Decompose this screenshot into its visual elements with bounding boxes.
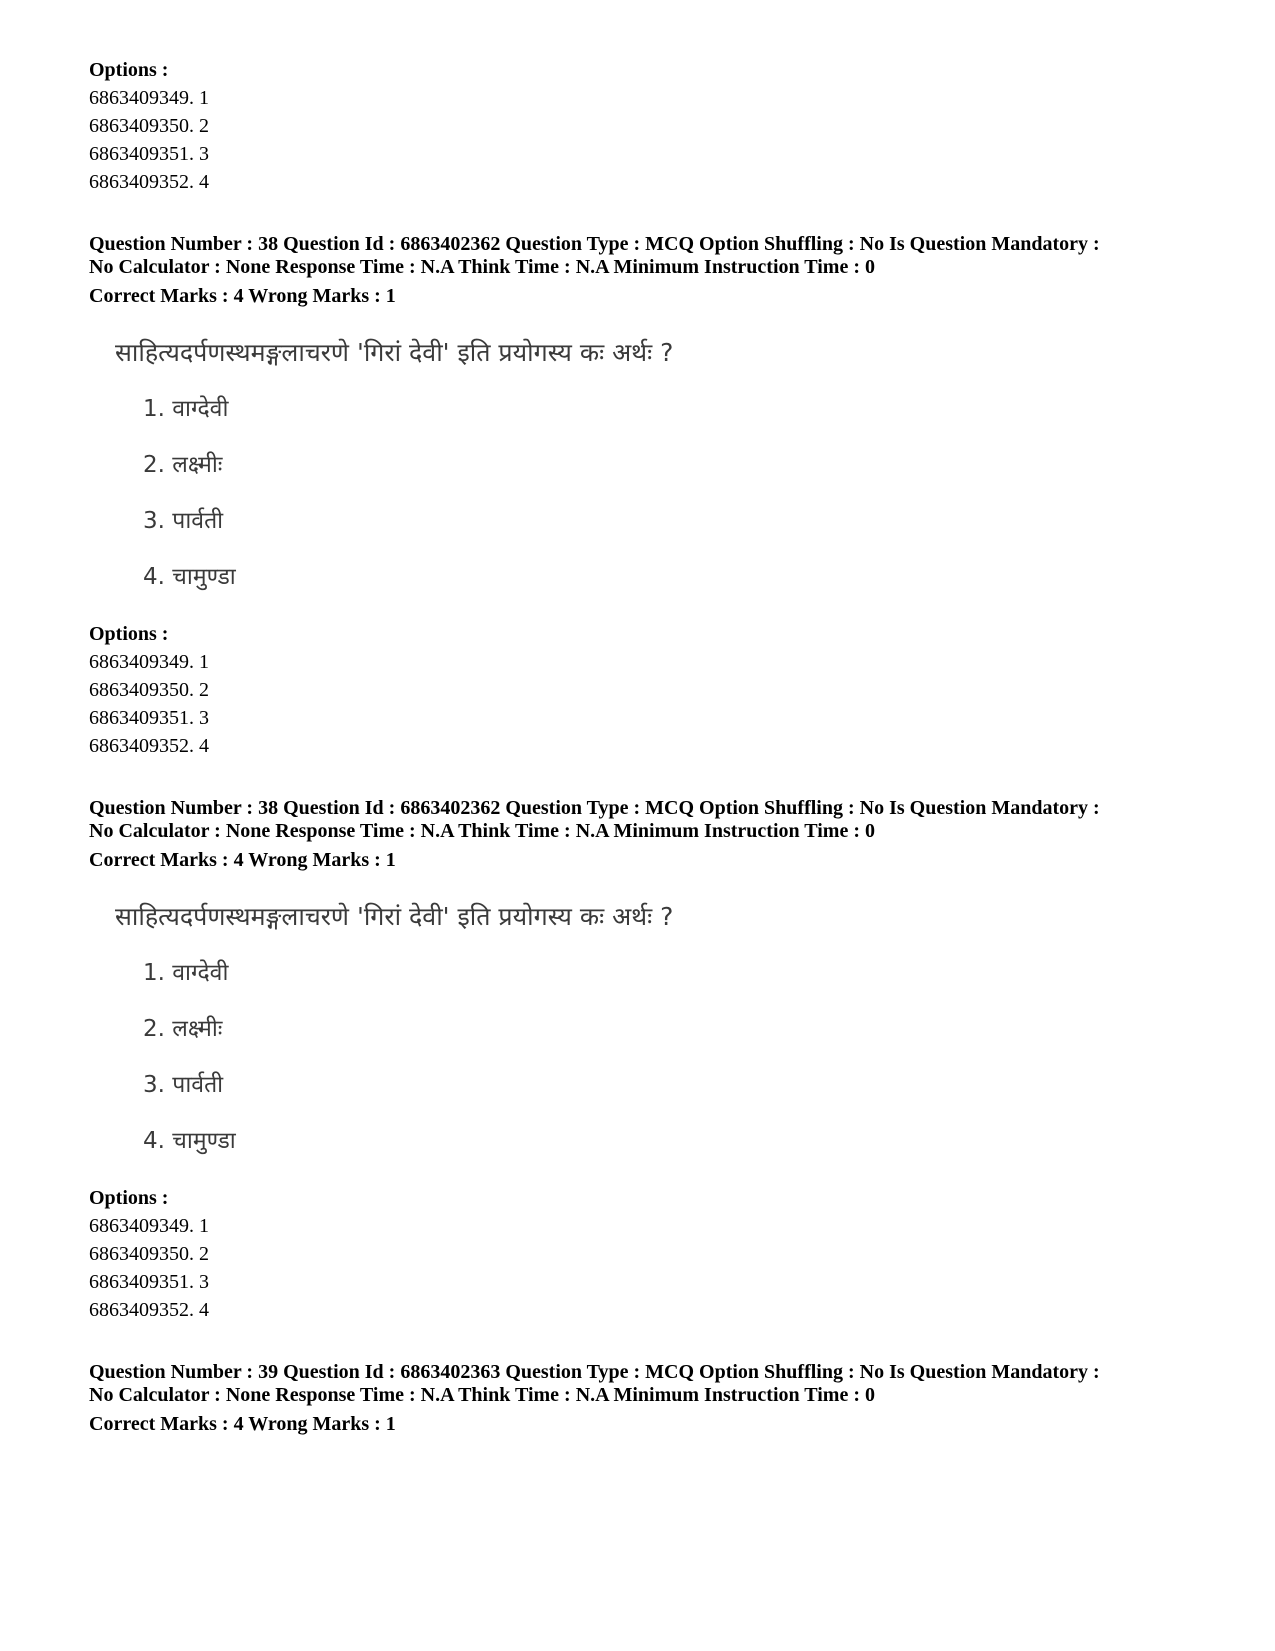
question-header xyxy=(89,233,1189,310)
question-header-line: No Calculator : None Response Time : N.A Think Time : N.A Minimum Instruction Time : 0 xyxy=(89,256,875,278)
options-list xyxy=(89,1184,1189,1324)
question-header-line: Question Number : 38 Question Id : 6863402362 Question Type : MCQ Option Shuffling : No Is Question Mandatory : xyxy=(89,797,1100,819)
options-heading: Options : xyxy=(89,59,169,81)
option-line: 6863409349. 1 xyxy=(89,651,209,673)
question-image xyxy=(115,900,815,1170)
options-list xyxy=(89,56,1189,196)
question-text: साहित्यदर्पणस्थमङ्गलाचरणे 'गिरां देवी' इति प्रयोगस्य कः अर्थः ? xyxy=(115,338,674,367)
question-choice: 4. चामुण्डा xyxy=(143,564,236,590)
question-text: साहित्यदर्पणस्थमङ्गलाचरणे 'गिरां देवी' इति प्रयोगस्य कः अर्थः ? xyxy=(115,902,674,931)
question-marks: Correct Marks : 4 Wrong Marks : 1 xyxy=(89,849,396,871)
question-choice: 4. चामुण्डा xyxy=(143,1128,236,1154)
question-header xyxy=(89,797,1189,874)
option-line: 6863409351. 3 xyxy=(89,143,209,165)
option-line: 6863409351. 3 xyxy=(89,707,209,729)
option-line: 6863409352. 4 xyxy=(89,1299,209,1321)
question-image xyxy=(115,336,815,606)
option-line: 6863409350. 2 xyxy=(89,1243,209,1265)
question-choice: 2. लक्ष्मीः xyxy=(143,1016,223,1042)
question-marks: Correct Marks : 4 Wrong Marks : 1 xyxy=(89,285,396,307)
options-heading: Options : xyxy=(89,1187,169,1209)
option-line: 6863409351. 3 xyxy=(89,1271,209,1293)
question-header-line: No Calculator : None Response Time : N.A Think Time : N.A Minimum Instruction Time : 0 xyxy=(89,1384,875,1406)
question-choice: 1. वाग्देवी xyxy=(143,960,229,986)
question-header-line: No Calculator : None Response Time : N.A Think Time : N.A Minimum Instruction Time : 0 xyxy=(89,820,875,842)
options-heading: Options : xyxy=(89,623,169,645)
question-header-line: Question Number : 38 Question Id : 6863402362 Question Type : MCQ Option Shuffling : No Is Question Mandatory : xyxy=(89,233,1100,255)
question-header xyxy=(89,1361,1189,1438)
question-choice: 1. वाग्देवी xyxy=(143,396,229,422)
options-list xyxy=(89,620,1189,760)
question-choice: 2. लक्ष्मीः xyxy=(143,452,223,478)
question-marks: Correct Marks : 4 Wrong Marks : 1 xyxy=(89,1413,396,1435)
option-line: 6863409349. 1 xyxy=(89,1215,209,1237)
question-header-line: Question Number : 39 Question Id : 6863402363 Question Type : MCQ Option Shuffling : No Is Question Mandatory : xyxy=(89,1361,1100,1383)
question-choice: 3. पार्वती xyxy=(143,508,224,534)
option-line: 6863409350. 2 xyxy=(89,115,209,137)
question-choice: 3. पार्वती xyxy=(143,1072,224,1098)
option-line: 6863409352. 4 xyxy=(89,735,209,757)
option-line: 6863409352. 4 xyxy=(89,171,209,193)
option-line: 6863409349. 1 xyxy=(89,87,209,109)
option-line: 6863409350. 2 xyxy=(89,679,209,701)
